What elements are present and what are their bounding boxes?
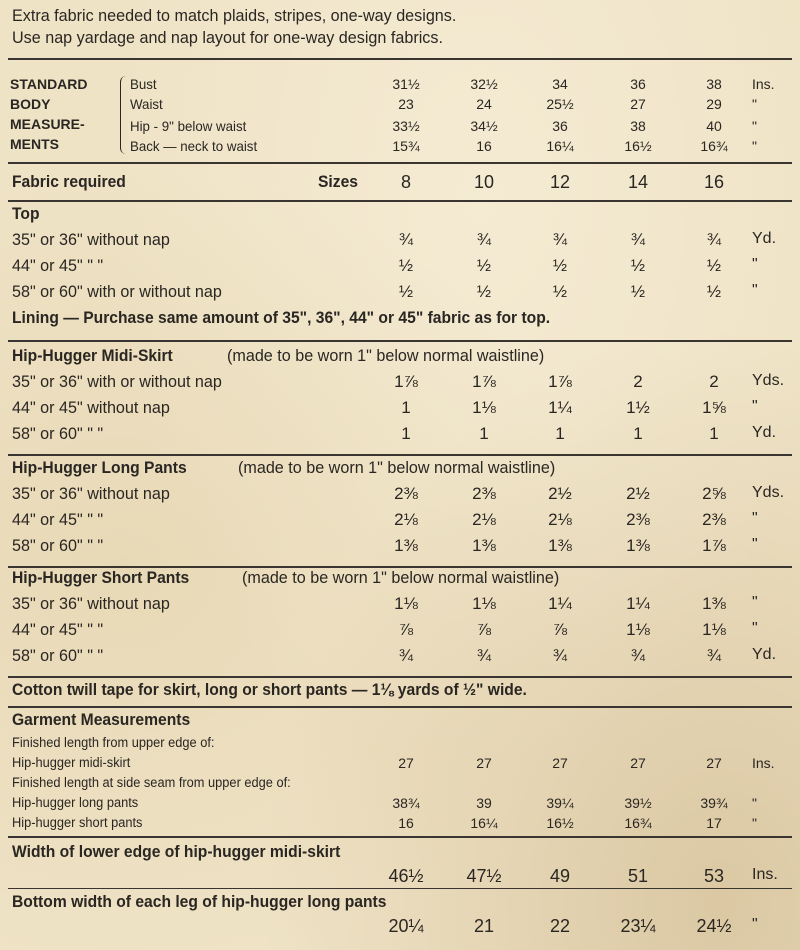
divider (8, 162, 792, 164)
intro-line-1: Extra fabric needed to match plaids, stripes, one-way designs. (12, 6, 457, 25)
size-value: 1½ (626, 398, 650, 417)
tape-note: Cotton twill tape for skirt, long or short pants — 1⅛ yards of ½" wide. (12, 680, 527, 699)
row-label: 35" or 36" with or without nap (12, 372, 222, 391)
size-value: 27 (706, 755, 722, 771)
size-value: ⅞ (552, 620, 568, 639)
garment-sub-1: Finished length from upper edge of: (12, 735, 215, 750)
size-value: 1¼ (548, 398, 572, 417)
size-value: 2⅛ (394, 510, 418, 529)
unit-label: Yd. (752, 646, 777, 663)
divider (8, 340, 792, 342)
size-value: 1¼ (548, 594, 572, 613)
body-measurements-heading (10, 74, 88, 154)
size-value: ⅞ (476, 620, 492, 639)
row-label: 58" or 60" " " (12, 646, 104, 665)
size-value: 27 (552, 755, 568, 771)
divider (8, 200, 792, 202)
unit-label: " (752, 620, 758, 637)
size-value: 2⅛ (548, 510, 572, 529)
unit-label: " (752, 118, 757, 134)
width-value: 20¼ (388, 916, 424, 936)
size-header: 8 (400, 172, 411, 192)
size-value: 34 (552, 76, 568, 92)
size-value: 39¾ (700, 795, 728, 811)
size-value: 16¼ (470, 815, 498, 831)
unit-label: " (752, 916, 758, 933)
size-value: 1 (555, 424, 565, 443)
size-value: 39 (476, 795, 492, 811)
size-value: ½ (476, 256, 492, 275)
row-label: 44" or 45" without nap (12, 398, 170, 417)
unit-label: " (752, 138, 757, 154)
unit-label: " (752, 96, 757, 112)
size-value: ½ (398, 282, 414, 301)
fabric-required-label: Fabric required (12, 172, 126, 191)
size-value: ¾ (476, 646, 492, 665)
size-value: ½ (552, 256, 568, 275)
width-value: 23¼ (620, 916, 656, 936)
size-value: ½ (630, 282, 646, 301)
width-value: 47½ (466, 866, 502, 886)
size-value: 1⅛ (626, 620, 650, 639)
heading-line: STANDARD (10, 76, 88, 92)
heading-line: MEASURE- (10, 116, 85, 132)
size-value: 2 (709, 372, 719, 391)
width-value: 49 (549, 866, 571, 886)
size-value: ¾ (476, 230, 492, 249)
size-value: ¾ (552, 230, 568, 249)
size-value: 38 (706, 76, 722, 92)
section-title: Hip-Hugger Short Pants (12, 568, 190, 587)
size-value: 39¼ (546, 795, 574, 811)
size-value: ½ (552, 282, 568, 301)
unit-label: Yds. (752, 372, 785, 389)
row-label: Hip - 9" below waist (130, 118, 247, 134)
size-value: 1⅛ (702, 620, 726, 639)
size-value: 24 (476, 96, 492, 112)
size-value: 27 (476, 755, 492, 771)
section-note: (made to be worn 1" below normal waistline) (238, 458, 556, 477)
row-label: 58" or 60" " " (12, 536, 104, 555)
size-value: 15¾ (392, 138, 420, 154)
row-label: 44" or 45" " " (12, 620, 104, 639)
size-header: 14 (627, 172, 649, 192)
size-value: 1⅞ (472, 372, 496, 391)
measurement-brace (120, 76, 127, 154)
divider (8, 676, 792, 678)
heading-line: MENTS (10, 136, 59, 152)
size-value: 1 (401, 398, 411, 417)
size-value: ¾ (552, 646, 568, 665)
size-value: 1⅛ (394, 594, 418, 613)
size-value: 1⅛ (472, 594, 496, 613)
divider (8, 888, 792, 889)
size-value: ¾ (398, 646, 414, 665)
sizes-label: Sizes (318, 172, 359, 191)
size-value: 17 (706, 815, 722, 831)
size-value: 1 (709, 424, 719, 443)
size-value: ⅞ (398, 620, 414, 639)
size-value: 33½ (392, 118, 420, 134)
unit-label: " (752, 815, 757, 831)
size-value: ¾ (630, 646, 646, 665)
size-value: 1 (633, 424, 643, 443)
divider (8, 836, 792, 838)
size-value: 36 (552, 118, 568, 134)
size-value: ¾ (706, 230, 722, 249)
width-value: 53 (703, 866, 725, 886)
section-footer: Lining — Purchase same amount of 35", 36", 44" or 45" fabric as for top. (12, 308, 551, 327)
row-label: Hip-hugger midi-skirt (12, 755, 131, 770)
size-value: 2½ (548, 484, 572, 503)
size-value: 2⅜ (626, 510, 650, 529)
size-value: 16¼ (546, 138, 574, 154)
size-value: 38 (630, 118, 646, 134)
size-value: 1⅜ (472, 536, 496, 555)
size-value: 16 (398, 815, 414, 831)
size-value: 29 (706, 96, 722, 112)
unit-label: Ins. (752, 866, 778, 883)
size-value: 16½ (624, 138, 652, 154)
size-value: 34½ (470, 118, 498, 134)
unit-label: Ins. (752, 76, 775, 92)
size-value: 16¾ (624, 815, 652, 831)
size-value: 1¼ (626, 594, 650, 613)
unit-label: Yd. (752, 424, 777, 441)
row-label: 35" or 36" without nap (12, 484, 170, 503)
intro-line-2: Use nap yardage and nap layout for one-way design fabrics. (12, 28, 443, 47)
row-label: Back — neck to waist (130, 138, 258, 154)
size-value: ¾ (398, 230, 414, 249)
row-label: Bust (130, 76, 157, 92)
size-value: 16¾ (700, 138, 728, 154)
unit-label: " (752, 536, 758, 553)
section-note: (made to be worn 1" below normal waistline) (242, 568, 560, 587)
unit-label: " (752, 256, 758, 273)
size-value: 2⅝ (702, 484, 726, 503)
row-label: 58" or 60" with or without nap (12, 282, 222, 301)
divider (8, 58, 792, 60)
size-value: 40 (706, 118, 722, 134)
size-value: 1 (479, 424, 489, 443)
size-value: 1⅞ (548, 372, 572, 391)
garment-sub-2: Finished length at side seam from upper edge of: (12, 775, 291, 790)
row-label: Hip-hugger short pants (12, 815, 143, 830)
size-value: 27 (630, 96, 646, 112)
garment-title: Garment Measurements (12, 710, 191, 729)
size-value: 2⅜ (472, 484, 496, 503)
divider (8, 706, 792, 708)
section-note: (made to be worn 1" below normal waistline) (227, 346, 545, 365)
size-value: 36 (630, 76, 646, 92)
size-value: 2⅜ (394, 484, 418, 503)
section-title: Hip-Hugger Long Pants (12, 458, 187, 477)
row-label: 35" or 36" without nap (12, 230, 170, 249)
heading-line: BODY (10, 96, 51, 112)
size-value: 1⅛ (472, 398, 496, 417)
unit-label: " (752, 282, 758, 299)
size-value: ½ (706, 256, 722, 275)
unit-label: " (752, 795, 757, 811)
size-value: 1⅜ (394, 536, 418, 555)
section-title: Top (12, 204, 40, 223)
size-value: ¾ (706, 646, 722, 665)
size-value: 27 (630, 755, 646, 771)
size-header: 16 (703, 172, 725, 192)
size-value: 27 (398, 755, 414, 771)
width-value: 24½ (696, 916, 732, 936)
midi-width-title: Width of lower edge of hip-hugger midi-skirt (12, 842, 341, 861)
size-value: 16 (476, 138, 492, 154)
size-value: 2 (633, 372, 643, 391)
pants-width-title: Bottom width of each leg of hip-hugger long pants (12, 892, 387, 911)
row-label: 58" or 60" " " (12, 424, 104, 443)
unit-label: Yd. (752, 230, 777, 247)
size-value: 25½ (546, 96, 574, 112)
unit-label: Ins. (752, 755, 775, 771)
width-value: 22 (549, 916, 571, 936)
unit-label: " (752, 594, 758, 611)
row-label: 44" or 45" " " (12, 510, 104, 529)
size-value: 2⅜ (702, 510, 726, 529)
size-value: 2½ (626, 484, 650, 503)
section-title: Hip-Hugger Midi-Skirt (12, 346, 173, 365)
size-value: ½ (630, 256, 646, 275)
unit-label: Yds. (752, 484, 785, 501)
size-value: 2⅛ (472, 510, 496, 529)
size-value: 39½ (624, 795, 652, 811)
size-header: 12 (549, 172, 571, 192)
size-value: ½ (706, 282, 722, 301)
width-value: 46½ (388, 866, 424, 886)
size-value: 1⅜ (702, 594, 726, 613)
unit-label: " (752, 510, 758, 527)
size-value: 32½ (470, 76, 498, 92)
row-label: Waist (130, 96, 163, 112)
size-value: ½ (476, 282, 492, 301)
unit-label: " (752, 398, 758, 415)
width-value: 51 (627, 866, 649, 886)
size-value: 1⅜ (548, 536, 572, 555)
size-value: 1⅜ (626, 536, 650, 555)
size-value: 23 (398, 96, 414, 112)
row-label: 35" or 36" without nap (12, 594, 170, 613)
size-header: 10 (473, 172, 495, 192)
row-label: 44" or 45" " " (12, 256, 104, 275)
size-value: 16½ (546, 815, 574, 831)
size-value: 1⅝ (702, 398, 726, 417)
size-value: 31½ (392, 76, 420, 92)
size-value: 1⅞ (394, 372, 418, 391)
width-value: 21 (473, 916, 495, 936)
size-value: 1⅞ (702, 536, 726, 555)
row-label: Hip-hugger long pants (12, 795, 139, 810)
divider (8, 454, 792, 456)
size-value: 38¾ (392, 795, 420, 811)
size-value: ½ (398, 256, 414, 275)
size-value: 1 (401, 424, 411, 443)
size-value: ¾ (630, 230, 646, 249)
